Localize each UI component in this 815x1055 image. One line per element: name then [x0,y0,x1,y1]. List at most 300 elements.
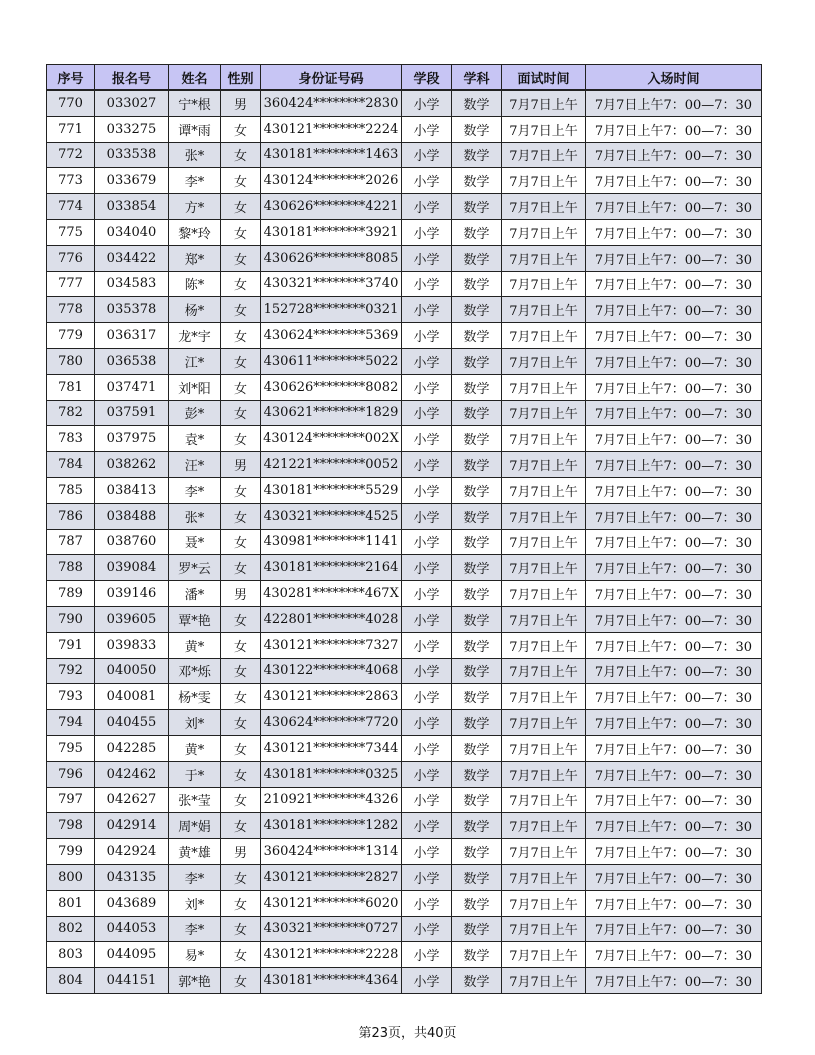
table-row [47,890,762,916]
reg-no-cell: 036538 [95,348,169,374]
seq-cell: 789 [47,581,95,607]
table-row [47,606,762,632]
seq-cell: 800 [47,864,95,890]
name-cell: 杨* [169,297,221,323]
school-level-cell: 小学 [402,606,452,632]
school-level-cell: 小学 [402,503,452,529]
reg-no-cell: 033275 [95,116,169,142]
subject-cell: 数学 [452,348,502,374]
seq-cell: 793 [47,684,95,710]
seq-cell: 777 [47,271,95,297]
header-interview-time: 面试时间 [502,65,586,91]
school-level-cell: 小学 [402,839,452,865]
gender-cell: 男 [221,839,261,865]
school-level-cell: 小学 [402,297,452,323]
reg-no-cell: 039146 [95,581,169,607]
school-level-cell: 小学 [402,477,452,503]
seq-cell: 785 [47,477,95,503]
name-cell: 李* [169,916,221,942]
name-cell: 袁* [169,426,221,452]
table-row [47,503,762,529]
name-cell: 彭* [169,400,221,426]
entry-time-cell: 7月7日上午7：00—7：30 [586,219,762,245]
name-cell: 于* [169,761,221,787]
school-level-cell: 小学 [402,374,452,400]
id-number-cell: 430626********8082 [261,374,402,400]
reg-no-cell: 036317 [95,323,169,349]
interview-time-cell: 7月7日上午 [502,503,586,529]
entry-time-cell: 7月7日上午7：00—7：30 [586,710,762,736]
subject-cell: 数学 [452,168,502,194]
reg-no-cell: 039084 [95,555,169,581]
gender-cell: 女 [221,168,261,194]
gender-cell: 女 [221,323,261,349]
seq-cell: 774 [47,194,95,220]
gender-cell: 女 [221,813,261,839]
id-number-cell: 430181********0325 [261,761,402,787]
id-number-cell: 430624********7720 [261,710,402,736]
id-number-cell: 360424********1314 [261,839,402,865]
id-number-cell: 430124********002X [261,426,402,452]
gender-cell: 男 [221,452,261,478]
table-row [47,323,762,349]
reg-no-cell: 042627 [95,787,169,813]
table-row [47,658,762,684]
gender-cell: 女 [221,710,261,736]
gender-cell: 女 [221,864,261,890]
subject-cell: 数学 [452,452,502,478]
entry-time-cell: 7月7日上午7：00—7：30 [586,477,762,503]
reg-no-cell: 034583 [95,271,169,297]
school-level-cell: 小学 [402,245,452,271]
seq-cell: 792 [47,658,95,684]
school-level-cell: 小学 [402,581,452,607]
entry-time-cell: 7月7日上午7：00—7：30 [586,658,762,684]
table-row [47,477,762,503]
header-school-level: 学段 [402,65,452,91]
seq-cell: 795 [47,735,95,761]
id-number-cell: 430626********4221 [261,194,402,220]
gender-cell: 女 [221,916,261,942]
entry-time-cell: 7月7日上午7：00—7：30 [586,503,762,529]
name-cell: 易* [169,942,221,968]
school-level-cell: 小学 [402,90,452,116]
entry-time-cell: 7月7日上午7：00—7：30 [586,735,762,761]
table-row [47,374,762,400]
id-number-cell: 430121********2224 [261,116,402,142]
table-row [47,116,762,142]
reg-no-cell: 042914 [95,813,169,839]
gender-cell: 女 [221,529,261,555]
seq-cell: 773 [47,168,95,194]
school-level-cell: 小学 [402,400,452,426]
id-number-cell: 430624********5369 [261,323,402,349]
subject-cell: 数学 [452,864,502,890]
table-row [47,839,762,865]
seq-cell: 803 [47,942,95,968]
gender-cell: 女 [221,116,261,142]
table-header [47,65,762,91]
seq-cell: 801 [47,890,95,916]
name-cell: 刘* [169,710,221,736]
seq-cell: 770 [47,90,95,116]
seq-cell: 788 [47,555,95,581]
id-number-cell: 430122********4068 [261,658,402,684]
school-level-cell: 小学 [402,348,452,374]
page-number: 第23页，共40页 [358,1026,457,1041]
interview-time-cell: 7月7日上午 [502,426,586,452]
gender-cell: 女 [221,684,261,710]
school-level-cell: 小学 [402,968,452,994]
name-cell: 黄* [169,735,221,761]
reg-no-cell: 033679 [95,168,169,194]
id-number-cell: 430181********2164 [261,555,402,581]
seq-cell: 791 [47,632,95,658]
school-level-cell: 小学 [402,735,452,761]
name-cell: 张* [169,142,221,168]
seq-cell: 794 [47,710,95,736]
interview-time-cell: 7月7日上午 [502,219,586,245]
subject-cell: 数学 [452,323,502,349]
subject-cell: 数学 [452,90,502,116]
entry-time-cell: 7月7日上午7：00—7：30 [586,942,762,968]
subject-cell: 数学 [452,400,502,426]
gender-cell: 女 [221,219,261,245]
id-number-cell: 430621********1829 [261,400,402,426]
header-row [47,65,762,91]
seq-cell: 784 [47,452,95,478]
id-number-cell: 360424********2830 [261,90,402,116]
name-cell: 宁*根 [169,90,221,116]
seq-cell: 790 [47,606,95,632]
reg-no-cell: 043689 [95,890,169,916]
gender-cell: 女 [221,658,261,684]
reg-no-cell: 044151 [95,968,169,994]
table-row [47,219,762,245]
interview-time-cell: 7月7日上午 [502,194,586,220]
gender-cell: 男 [221,90,261,116]
entry-time-cell: 7月7日上午7：00—7：30 [586,452,762,478]
subject-cell: 数学 [452,968,502,994]
seq-cell: 796 [47,761,95,787]
reg-no-cell: 034422 [95,245,169,271]
school-level-cell: 小学 [402,426,452,452]
subject-cell: 数学 [452,735,502,761]
subject-cell: 数学 [452,606,502,632]
entry-time-cell: 7月7日上午7：00—7：30 [586,864,762,890]
reg-no-cell: 039605 [95,606,169,632]
interview-time-cell: 7月7日上午 [502,761,586,787]
subject-cell: 数学 [452,219,502,245]
seq-cell: 771 [47,116,95,142]
school-level-cell: 小学 [402,194,452,220]
school-level-cell: 小学 [402,761,452,787]
entry-time-cell: 7月7日上午7：00—7：30 [586,813,762,839]
gender-cell: 女 [221,477,261,503]
name-cell: 汪* [169,452,221,478]
entry-time-cell: 7月7日上午7：00—7：30 [586,90,762,116]
table-row [47,787,762,813]
interview-time-cell: 7月7日上午 [502,90,586,116]
table-row [47,297,762,323]
school-level-cell: 小学 [402,710,452,736]
school-level-cell: 小学 [402,271,452,297]
header-reg-no: 报名号 [95,65,169,91]
gender-cell: 女 [221,761,261,787]
entry-time-cell: 7月7日上午7：00—7：30 [586,606,762,632]
interview-time-cell: 7月7日上午 [502,632,586,658]
interview-time-cell: 7月7日上午 [502,890,586,916]
table-row [47,968,762,994]
name-cell: 龙*宇 [169,323,221,349]
name-cell: 杨*雯 [169,684,221,710]
id-number-cell: 430124********2026 [261,168,402,194]
gender-cell: 女 [221,297,261,323]
name-cell: 张* [169,503,221,529]
gender-cell: 女 [221,194,261,220]
id-number-cell: 430121********7327 [261,632,402,658]
id-number-cell: 430121********2228 [261,942,402,968]
school-level-cell: 小学 [402,116,452,142]
subject-cell: 数学 [452,426,502,452]
gender-cell: 女 [221,374,261,400]
interview-time-cell: 7月7日上午 [502,400,586,426]
reg-no-cell: 042285 [95,735,169,761]
interview-time-cell: 7月7日上午 [502,735,586,761]
table-row [47,168,762,194]
school-level-cell: 小学 [402,168,452,194]
entry-time-cell: 7月7日上午7：00—7：30 [586,374,762,400]
entry-time-cell: 7月7日上午7：00—7：30 [586,116,762,142]
name-cell: 聂* [169,529,221,555]
reg-no-cell: 035378 [95,297,169,323]
interview-time-cell: 7月7日上午 [502,374,586,400]
interview-time-cell: 7月7日上午 [502,839,586,865]
school-level-cell: 小学 [402,787,452,813]
entry-time-cell: 7月7日上午7：00—7：30 [586,581,762,607]
id-number-cell: 430981********1141 [261,529,402,555]
gender-cell: 女 [221,735,261,761]
subject-cell: 数学 [452,555,502,581]
entry-time-cell: 7月7日上午7：00—7：30 [586,245,762,271]
id-number-cell: 430121********2863 [261,684,402,710]
name-cell: 黄* [169,632,221,658]
entry-time-cell: 7月7日上午7：00—7：30 [586,890,762,916]
name-cell: 黎*玲 [169,219,221,245]
id-number-cell: 430281********467X [261,581,402,607]
subject-cell: 数学 [452,942,502,968]
reg-no-cell: 042924 [95,839,169,865]
reg-no-cell: 034040 [95,219,169,245]
table-row [47,245,762,271]
entry-time-cell: 7月7日上午7：00—7：30 [586,761,762,787]
gender-cell: 女 [221,503,261,529]
interview-time-cell: 7月7日上午 [502,271,586,297]
gender-cell: 女 [221,942,261,968]
subject-cell: 数学 [452,374,502,400]
table-row [47,684,762,710]
interview-time-cell: 7月7日上午 [502,684,586,710]
id-number-cell: 430611********5022 [261,348,402,374]
reg-no-cell: 038760 [95,529,169,555]
id-number-cell: 430181********4364 [261,968,402,994]
id-number-cell: 430181********1282 [261,813,402,839]
seq-cell: 799 [47,839,95,865]
interview-time-cell: 7月7日上午 [502,452,586,478]
seq-cell: 780 [47,348,95,374]
id-number-cell: 430321********3740 [261,271,402,297]
name-cell: 郭*艳 [169,968,221,994]
seq-cell: 781 [47,374,95,400]
school-level-cell: 小学 [402,323,452,349]
school-level-cell: 小学 [402,452,452,478]
subject-cell: 数学 [452,194,502,220]
seq-cell: 775 [47,219,95,245]
id-number-cell: 430321********0727 [261,916,402,942]
gender-cell: 女 [221,400,261,426]
subject-cell: 数学 [452,761,502,787]
reg-no-cell: 044095 [95,942,169,968]
entry-time-cell: 7月7日上午7：00—7：30 [586,297,762,323]
candidate-table [46,64,762,994]
reg-no-cell: 033538 [95,142,169,168]
id-number-cell: 430181********3921 [261,219,402,245]
entry-time-cell: 7月7日上午7：00—7：30 [586,323,762,349]
seq-cell: 778 [47,297,95,323]
school-level-cell: 小学 [402,684,452,710]
table-row [47,90,762,116]
table-row [47,142,762,168]
subject-cell: 数学 [452,581,502,607]
entry-time-cell: 7月7日上午7：00—7：30 [586,684,762,710]
table-row [47,581,762,607]
subject-cell: 数学 [452,839,502,865]
interview-time-cell: 7月7日上午 [502,658,586,684]
gender-cell: 女 [221,426,261,452]
table-row [47,194,762,220]
table-row [47,271,762,297]
interview-time-cell: 7月7日上午 [502,116,586,142]
entry-time-cell: 7月7日上午7：00—7：30 [586,194,762,220]
table-row [47,761,762,787]
reg-no-cell: 039833 [95,632,169,658]
name-cell: 潘* [169,581,221,607]
entry-time-cell: 7月7日上午7：00—7：30 [586,348,762,374]
name-cell: 江* [169,348,221,374]
subject-cell: 数学 [452,710,502,736]
interview-time-cell: 7月7日上午 [502,245,586,271]
interview-time-cell: 7月7日上午 [502,916,586,942]
name-cell: 李* [169,477,221,503]
seq-cell: 782 [47,400,95,426]
id-number-cell: 430121********7344 [261,735,402,761]
header-name: 姓名 [169,65,221,91]
seq-cell: 772 [47,142,95,168]
reg-no-cell: 040455 [95,710,169,736]
table-row [47,555,762,581]
interview-time-cell: 7月7日上午 [502,323,586,349]
gender-cell: 女 [221,787,261,813]
subject-cell: 数学 [452,297,502,323]
table-row [47,348,762,374]
id-number-cell: 430181********1463 [261,142,402,168]
table-row [47,916,762,942]
gender-cell: 女 [221,245,261,271]
entry-time-cell: 7月7日上午7：00—7：30 [586,839,762,865]
reg-no-cell: 038262 [95,452,169,478]
interview-time-cell: 7月7日上午 [502,968,586,994]
id-number-cell: 421221********0052 [261,452,402,478]
table-row [47,710,762,736]
seq-cell: 802 [47,916,95,942]
school-level-cell: 小学 [402,555,452,581]
id-number-cell: 430181********5529 [261,477,402,503]
reg-no-cell: 033854 [95,194,169,220]
school-level-cell: 小学 [402,658,452,684]
entry-time-cell: 7月7日上午7：00—7：30 [586,916,762,942]
school-level-cell: 小学 [402,632,452,658]
header-id-number: 身份证号码 [261,65,402,91]
gender-cell: 女 [221,890,261,916]
name-cell: 周*娟 [169,813,221,839]
school-level-cell: 小学 [402,916,452,942]
school-level-cell: 小学 [402,890,452,916]
interview-time-cell: 7月7日上午 [502,606,586,632]
reg-no-cell: 042462 [95,761,169,787]
seq-cell: 786 [47,503,95,529]
table-row [47,452,762,478]
table-row [47,529,762,555]
entry-time-cell: 7月7日上午7：00—7：30 [586,787,762,813]
gender-cell: 女 [221,348,261,374]
school-level-cell: 小学 [402,219,452,245]
interview-time-cell: 7月7日上午 [502,142,586,168]
entry-time-cell: 7月7日上午7：00—7：30 [586,555,762,581]
entry-time-cell: 7月7日上午7：00—7：30 [586,142,762,168]
subject-cell: 数学 [452,116,502,142]
interview-time-cell: 7月7日上午 [502,710,586,736]
interview-time-cell: 7月7日上午 [502,477,586,503]
gender-cell: 男 [221,581,261,607]
seq-cell: 798 [47,813,95,839]
seq-cell: 797 [47,787,95,813]
gender-cell: 女 [221,968,261,994]
reg-no-cell: 044053 [95,916,169,942]
subject-cell: 数学 [452,271,502,297]
interview-time-cell: 7月7日上午 [502,297,586,323]
school-level-cell: 小学 [402,142,452,168]
name-cell: 谭*雨 [169,116,221,142]
subject-cell: 数学 [452,477,502,503]
table-row [47,400,762,426]
seq-cell: 776 [47,245,95,271]
id-number-cell: 430321********4525 [261,503,402,529]
interview-time-cell: 7月7日上午 [502,168,586,194]
entry-time-cell: 7月7日上午7：00—7：30 [586,271,762,297]
subject-cell: 数学 [452,245,502,271]
entry-time-cell: 7月7日上午7：00—7：30 [586,968,762,994]
school-level-cell: 小学 [402,529,452,555]
seq-cell: 783 [47,426,95,452]
table-row [47,426,762,452]
reg-no-cell: 038488 [95,503,169,529]
header-subject: 学科 [452,65,502,91]
subject-cell: 数学 [452,890,502,916]
interview-time-cell: 7月7日上午 [502,529,586,555]
interview-time-cell: 7月7日上午 [502,942,586,968]
name-cell: 覃*艳 [169,606,221,632]
name-cell: 罗*云 [169,555,221,581]
